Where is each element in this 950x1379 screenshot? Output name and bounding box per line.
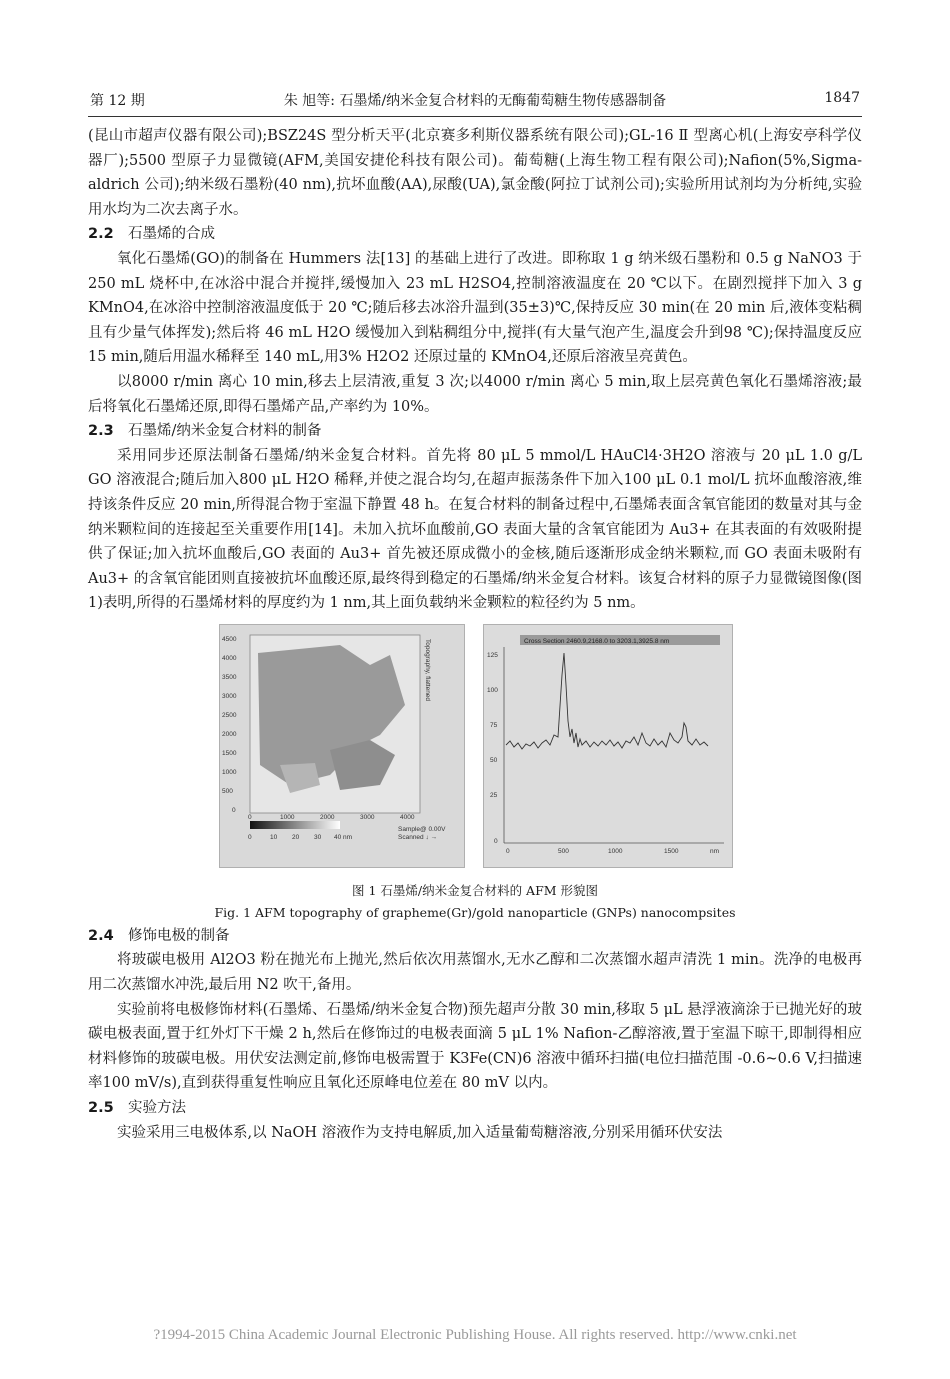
y-tick: 500	[222, 787, 233, 795]
y-tick: 100	[487, 686, 498, 694]
x-tick: 1000	[608, 847, 623, 855]
colorbar-label: 0	[248, 833, 252, 841]
section-heading	[88, 222, 862, 247]
scanned-label: Scanned ↓ →	[398, 833, 438, 841]
issue-number: 第 12 期	[90, 93, 145, 109]
y-tick: 75	[490, 721, 498, 729]
y-tick: 1000	[222, 768, 237, 776]
paragraph: 实验采用三电极体系,以 NaOH 溶液作为支持电解质,加入适量葡萄糖溶液,分别采用循环伏安法	[117, 1124, 723, 1141]
y-tick: 2000	[222, 730, 237, 738]
section-title: 石墨烯的合成	[128, 226, 215, 243]
header-rule	[88, 116, 862, 117]
colorbar-label: 40 nm	[334, 833, 353, 841]
figure-caption-cn: 图 1 石墨烯/纳米金复合材料的 AFM 形貌图	[351, 882, 599, 898]
y-tick: 1500	[222, 749, 237, 757]
colorbar	[250, 821, 340, 829]
y-tick: 2500	[222, 711, 237, 719]
y-tick: 4000	[222, 654, 237, 662]
x-tick: 3000	[360, 813, 375, 821]
x-tick: 1000	[280, 813, 295, 821]
figure-caption-en: Fig. 1 AFM topography of grapheme(Gr)/gold nanoparticle (GNPs) nanocompsites	[214, 904, 736, 920]
paragraph: 实验前将电极修饰材料(石墨烯、石墨烯/纳米金复合物)预先超声分散 30 min,移取 5 μL 悬浮液滴涂于已抛光好的玻碳电极表面,置于红外灯下干燥 2 h,然后在修饰过的电极表面滴 5 μL 1% Nafion-乙醇溶液,置于室温下晾干,即制得相应材料修饰的玻碳电极。用伏安法测定前,修饰电极需置于 K3Fe(CN)6 溶液中循环扫描(电位扫描范围 -0.6~0.6 V,扫描速率100 mV/s),直到获得重复性响应且氧化还原峰电位差在 80 mV 以内。	[88, 1001, 862, 1092]
paragraph: 采用同步还原法制备石墨烯/纳米金复合材料。首先将 80 μL 5 mmol/L HAuCl4·3H2O 溶液与 20 μL 1.0 g/L GO 溶液混合;随后加入800 μL H2O 稀释,并使之混合均匀,在超声振荡条件下加入100 μL 0.1 mol/L 抗坏血酸溶液,维持该条件反应 20 min,所得混合物于室温下静置 48 h。在复合材料的制备过程中,石墨烯表面含氧官能团的数量对其与金纳米颗粒间的连接起至关重要作用[14]。未加入抗坏血酸前,GO 表面大量的含氧官能团为 Au3+ 在其表面的有效吸附提供了保证;加入抗坏血酸后,GO 表面的 Au3+ 首先被还原成微小的金核,随后逐渐形成金纳米颗粒,而 GO 表面未吸附有 Au3+ 的含氧官能团则直接被抗坏血酸还原,最终得到稳定的石墨烯/纳米金复合材料。该复合材料的原子力显微镜图像(图1)表明,所得的石墨烯材料的厚度约为 1 nm,其上面负载纳米金颗粒的粒径约为 5 nm。	[88, 447, 862, 612]
running-title: 朱 旭等: 石墨烯/纳米金复合材料的无酶葡萄糖生物传感器制备	[283, 93, 667, 109]
x-tick: 0	[248, 813, 252, 821]
x-unit: nm	[710, 847, 720, 855]
y-tick: 0	[494, 837, 498, 845]
section-number: 2.4	[88, 927, 114, 944]
sample-label: Sample@ 0.00V	[398, 825, 446, 833]
figure-1	[88, 624, 862, 874]
x-tick: 4000	[400, 813, 415, 821]
section-heading	[88, 1096, 862, 1121]
y-tick: 3000	[222, 692, 237, 700]
section-heading	[88, 419, 862, 444]
section-title: 实验方法	[128, 1100, 186, 1117]
colorbar-label: 20	[292, 833, 300, 841]
x-tick: 2000	[320, 813, 335, 821]
x-tick: 1500	[664, 847, 679, 855]
y-tick: 3500	[222, 673, 237, 681]
side-label: Topography, flattened	[424, 638, 431, 701]
y-tick: 50	[490, 756, 498, 764]
page-number: 1847	[824, 90, 860, 106]
y-tick: 0	[232, 806, 236, 814]
colorbar-label: 30	[314, 833, 322, 841]
paragraph: 以8000 r/min 离心 10 min,移去上层清液,重复 3 次;以4000 r/min 离心 5 min,取上层亮黄色氧化石墨烯溶液;最后将氧化石墨烯还原,即得石墨烯产品,产率约为 10%。	[88, 373, 862, 415]
afm-topography-image	[219, 624, 465, 868]
paragraph: (昆山市超声仪器有限公司);BSZ24S 型分析天平(北京赛多利斯仪器系统有限公司);GL-16 Ⅱ 型离心机(上海安亭科学仪器厂);5500 型原子力显微镜(AFM,美国安捷伦科技有限公司)。葡萄糖(上海生物工程有限公司);Nafion(5%,Sigma-aldrich 公司);纳米级石墨粉(40 nm),抗坏血酸(AA),尿酸(UA),氯金酸(阿拉丁试剂公司);实验所用试剂均为分析纯,实验用水均为二次去离子水。	[88, 128, 862, 218]
copyright-footer: ?1994-2015 China Academic Journal Electronic Publishing House. All rights reserved. http://www.cnki.net	[153, 1327, 797, 1343]
y-tick: 25	[490, 791, 498, 799]
cross-section-plot	[483, 624, 733, 868]
page-header	[90, 86, 860, 112]
colorbar-label: 10	[270, 833, 278, 841]
cross-section-title: Cross Section 2460.9,2168.0 to 3203.1,3925.8 nm	[524, 637, 670, 645]
y-tick: 125	[487, 651, 498, 659]
x-tick: 0	[506, 847, 510, 855]
article-body	[88, 124, 862, 1145]
paragraph: 氧化石墨烯(GO)的制备在 Hummers 法[13] 的基础上进行了改进。即称取 1 g 纳米级石墨粉和 0.5 g NaNO3 于 250 mL 烧杯中,在冰浴中混合并搅拌,缓慢加入 23 mL H2SO4,控制溶液温度在 20 ℃以下。在剧烈搅拌下加入 3 g KMnO4,在冰浴中控制溶液温度低于 20 ℃;随后移去冰浴升温到(35±3)℃,保持反应 30 min(在 20 min 后,液体变粘稠且有少量气体挥发);然后将 46 mL H2O 缓慢加入到粘稠组分中,搅拌(有大量气泡产生,温度会升到98 ℃);保持温度反应 15 min,随后用温水稀释至 140 mL,用3% H2O2 还原过量的 KMnO4,还原后溶液呈亮黄色。	[88, 250, 862, 366]
paragraph: 将玻碳电极用 Al2O3 粉在抛光布上抛光,然后依次用蒸馏水,无水乙醇和二次蒸馏水超声清洗 1 min。洗净的电极再用二次蒸馏水冲洗,最后用 N2 吹干,备用。	[88, 952, 862, 994]
section-number: 2.5	[88, 1100, 114, 1117]
y-tick: 4500	[222, 635, 237, 643]
section-number: 2.3	[88, 423, 114, 440]
section-title: 石墨烯/纳米金复合材料的制备	[128, 423, 322, 440]
x-tick: 500	[558, 847, 569, 855]
section-title: 修饰电极的制备	[128, 927, 230, 944]
section-heading	[88, 924, 862, 949]
section-number: 2.2	[88, 226, 114, 243]
